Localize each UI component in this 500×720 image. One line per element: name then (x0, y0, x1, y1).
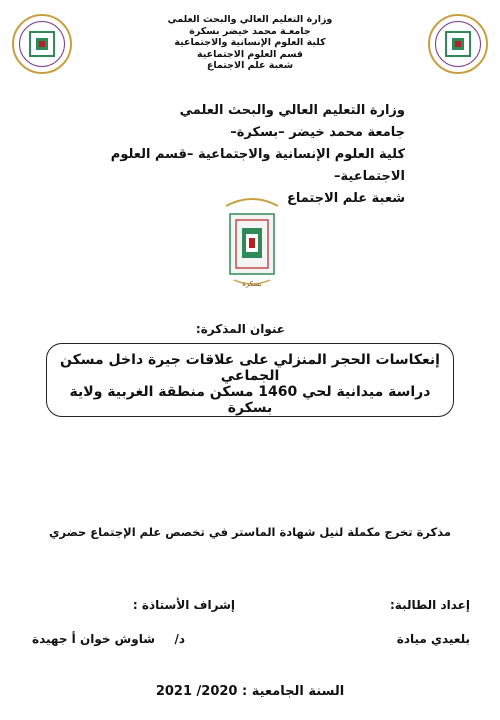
thesis-title-line-2: دراسة ميدانية لحي 1460 مسكن منطقة الغربية ولاية بسكرة (69, 384, 431, 416)
university-seal-left-icon (12, 14, 72, 74)
ministry-name: وزارة التعليم العالي والبحث العلمي (179, 103, 405, 118)
student-name: بلعيدي ميادة (396, 632, 470, 646)
degree-note: مذكرة تخرج مكملة لنيل شهادة الماستر في تخصص علم الإجتماع حضري (48, 525, 452, 539)
university-seal-right-icon (428, 14, 488, 74)
faculty-name: كلية العلوم الإنسانية والاجتماعية –قسم العلوم الاجتماعية– (110, 147, 405, 184)
institution-block (75, 100, 405, 210)
thesis-title-box (46, 343, 454, 417)
logo-caption: بسكرة (242, 280, 262, 288)
supervisor-label: إشراف الأستاذة : (132, 598, 235, 612)
supervisor-prefix: د/ (174, 632, 185, 646)
academic-year: السنة الجامعية : 2020/ 2021 (155, 684, 345, 699)
header-line: جامعـة محمد خيضر بسكرة (189, 25, 311, 37)
thesis-title-line-1: إنعكاسات الحجر المنزلي على علاقات جيرة داخل مسكن الجماعي (60, 352, 440, 384)
university-logo-icon (220, 196, 284, 296)
header-institution-block (130, 14, 370, 72)
university-name: جامعة محمد خيضر –بسكرة– (230, 125, 405, 140)
header-line: قسم العلوم الاجتماعية (196, 48, 304, 60)
header-line: وزارة التعليم العالي والبحث العلمي (167, 14, 333, 25)
header-line: شعبة علم الاجتماع (206, 60, 294, 71)
branch-name: شعبة علم الاجتماع (286, 191, 405, 206)
header-line: كلية العلوم الإنسانية والاجتماعية (174, 37, 326, 48)
supervisor-name: شاوش خوان أ جهيدة (32, 632, 155, 646)
student-label: إعداد الطالبة: (390, 598, 470, 612)
thesis-title-label: عنوان المذكرة: (195, 322, 285, 336)
